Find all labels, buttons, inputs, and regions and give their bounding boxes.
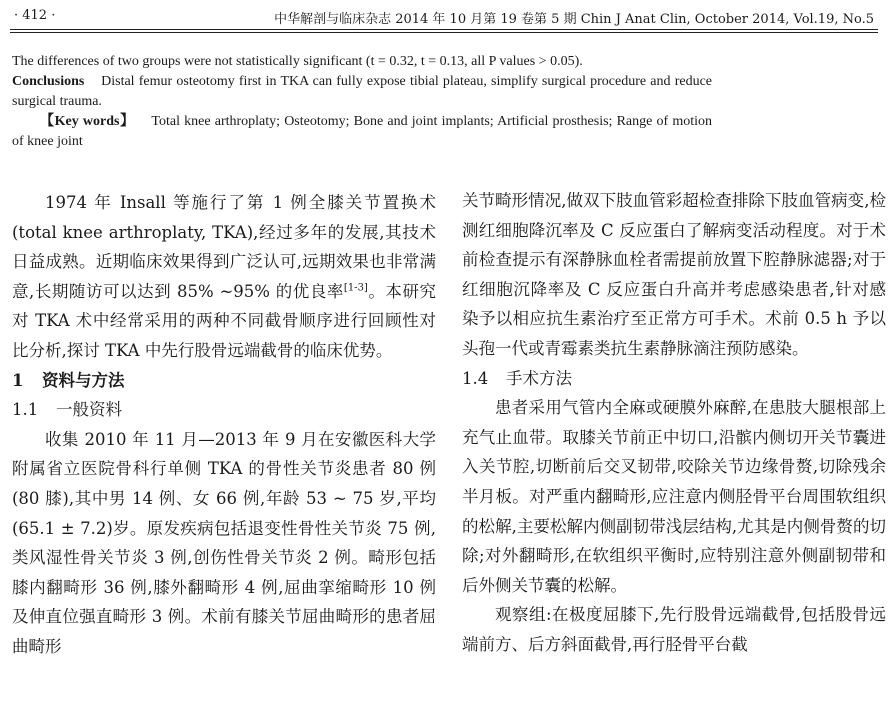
journal-citation: 中华解剖与临床杂志 2014 年 10 月第 19 卷第 5 期 Chin J Anat Clin, October 2014, Vol.19, No.5: [274, 12, 874, 27]
header-rule-top: [10, 29, 878, 30]
subsection-heading-general: [12, 395, 436, 425]
section-number: 1: [12, 370, 24, 390]
subsection-number: 1.1: [12, 400, 39, 420]
intro-paragraph: [12, 188, 436, 366]
section-title: 资料与方法: [42, 370, 125, 390]
english-abstract: [12, 52, 712, 152]
intro-tail: 。本研究对 TKA 术中经常采用的两种不同截骨顺序进行回顾性对比分析,探讨 TKA 中先行股骨远端截骨的临床优势。: [12, 281, 437, 360]
citation: [1-3]: [343, 282, 368, 294]
header-rule-bottom: [10, 32, 878, 33]
conclusions: [12, 72, 712, 112]
subsection-title: 手术方法: [506, 368, 572, 388]
results-tail: The differences of two groups were not statistically significant (t = 0.32, t = 0.13, all P values > 0.05).: [12, 54, 583, 69]
page-number: · 412 ·: [14, 8, 56, 23]
right-column: [462, 186, 886, 660]
keywords-label: 【Key words】: [40, 114, 135, 129]
running-header: [10, 6, 878, 28]
keywords: [12, 112, 712, 152]
left-column: [12, 188, 436, 662]
section-heading-methods: [12, 366, 436, 396]
subsection-title: 一般资料: [56, 400, 122, 420]
surgery-paragraph: 患者采用气管内全麻或硬膜外麻醉,在患肢大腿根部上充气止血带。取膝关节前正中切口,沿髌内侧切开关节囊进入关节腔,切断前后交叉韧带,咬除关节边缘骨赘,切除残余半月板。对严重内翻畸形,应注意内侧胫骨平台周围软组织的松解,主要松解内侧副韧带浅层结构,尤其是内侧骨赘的切除;对外翻畸形,在软组织平衡时,应特别注意外侧副韧带和后外侧关节囊的松解。: [462, 398, 886, 595]
subsection-heading-surgery: [462, 364, 886, 394]
conclusions-text: Distal femur osteotomy first in TKA can fully expose tibial plateau, simplify surgical procedure and reduce surgical trauma.: [12, 74, 713, 109]
observation-paragraph: 观察组:在极度屈膝下,先行股骨远端截骨,包括股骨远端前方、后方斜面截骨,再行胫骨平台截: [462, 605, 886, 654]
keywords-text: Total knee arthroplaty; Osteotomy; Bone and joint implants; Artificial prosthesis; Range of motion of knee joint: [12, 114, 712, 149]
general-data-paragraph: 收集 2010 年 11 月—2013 年 9 月在安徽医科大学附属省立医院骨科行单侧 TKA 的骨性关节炎患者 80 例(80 膝),其中男 14 例、女 66 例,年龄 53 ~ 75 岁,平均(65.1 ± 7.2)岁。原发疾病包括退变性骨性关节炎 75 例,类风湿性骨关节炎 3 例,创伤性骨关节炎 2 例。畸形包括膝内翻畸形 36 例,膝外翻畸形 4 例,屈曲挛缩畸形 10 例及伸直位强直畸形 3 例。术前有膝关节屈曲畸形的患者屈曲畸形: [12, 429, 436, 656]
intro-text: 1974 年 Insall 等施行了第 1 例全膝关节置换术 (total knee arthroplaty, TKA),经过多年的发展,其技术日益成熟。近期临床效果得到广泛认可,远期效果也非常满意,长期随访可以达到 85% ~95% 的优良率: [12, 193, 436, 301]
subsection-number: 1.4: [462, 368, 489, 388]
conclusions-label: Conclusions: [12, 74, 85, 89]
continued-paragraph: 关节畸形情况,做双下肢血管彩超检查排除下肢血管病变,检测红细胞降沉率及 C 反应蛋白了解病变活动程度。对于术前检查提示有深静脉血栓者需提前放置下腔静脉滤器;对于红细胞沉降率及 C 反应蛋白升高并考虑感染患者,针对感染予以相应抗生素治疗至正常方可手术。术前 0.5 h 予以头孢一代或青霉素类抗生素静脉滴注预防感染。: [462, 191, 886, 358]
